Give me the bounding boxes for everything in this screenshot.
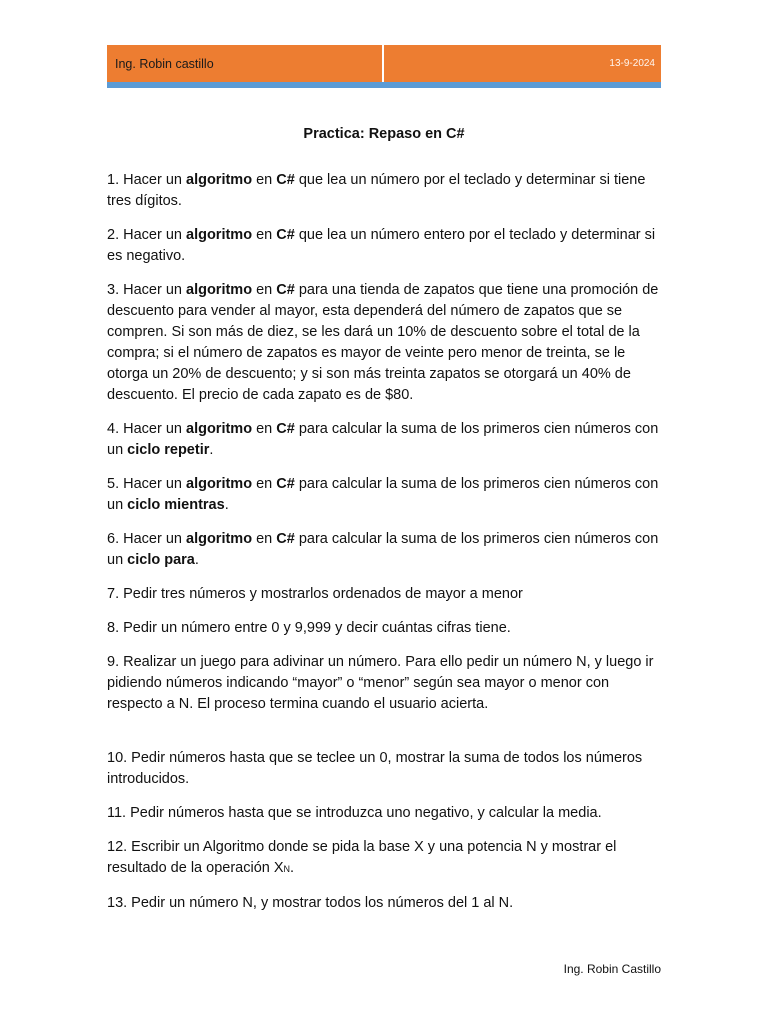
subscript-n: N	[283, 864, 291, 874]
exercise-13: 13. Pedir un número N, y mostrar todos los números del 1 al N.	[107, 895, 514, 911]
exercise-4: 4. Hacer un algoritmo en C# para calcular la suma de los primeros cien números con un ciclo repetir.	[107, 421, 659, 458]
exercise-7: 7. Pedir tres números y mostrarlos ordenados de mayor a menor	[107, 586, 523, 602]
exercise-8: 8. Pedir un número entre 0 y 9,999 y decir cuántas cifras tiene.	[107, 620, 511, 636]
exercise-9: 9. Realizar un juego para adivinar un número. Para ello pedir un número N, y luego ir pidiendo números indicando “mayor” o “menor” según sea mayor o menor con respecto a N. El proceso termina cuando el usuario acierta.	[107, 654, 654, 712]
header-author: Ing. Robin castillo	[107, 45, 384, 82]
exercise-12: 12. Escribir un Algoritmo donde se pida la base X y una potencia N y mostrar el resultado de la operación XN.	[107, 839, 617, 876]
page-header	[107, 45, 661, 82]
exercise-5: 5. Hacer un algoritmo en C# para calcular la suma de los primeros cien números con un ciclo mientras.	[107, 476, 659, 513]
exercise-11: 11. Pedir números hasta que se introduzca uno negativo, y calcular la media.	[107, 805, 602, 821]
exercise-list	[107, 170, 663, 927]
page-footer: Ing. Robin Castillo	[563, 962, 661, 976]
page-title: Practica: Repaso en C#	[303, 126, 465, 142]
exercise-3: 3. Hacer un algoritmo en C# para una tienda de zapatos que tiene una promoción de descuento para vender al mayor, esta dependerá del número de zapatos que se compren. Si son más de diez, se les dará un 10% de descuento sobre el total de la compra; si el número de zapatos es mayor de veinte pero menor de treinta, se le otorga un 20% de descuento; y si son más treinta zapatos se otorgará un 40% de descuento. El precio de cada zapato es de $80.	[107, 282, 659, 403]
header-date: 13-9-2024	[384, 45, 661, 82]
exercise-2: 2. Hacer un algoritmo en C# que lea un número entero por el teclado y determinar si es negativo.	[107, 227, 656, 264]
exercise-10: 10. Pedir números hasta que se teclee un 0, mostrar la suma de todos los números introducidos.	[107, 750, 643, 787]
exercise-6: 6. Hacer un algoritmo en C# para calcular la suma de los primeros cien números con un ciclo para.	[107, 531, 659, 568]
exercise-1: 1. Hacer un algoritmo en C# que lea un número por el teclado y determinar si tiene tres dígitos.	[107, 172, 646, 209]
header-accent-bar	[107, 82, 661, 88]
